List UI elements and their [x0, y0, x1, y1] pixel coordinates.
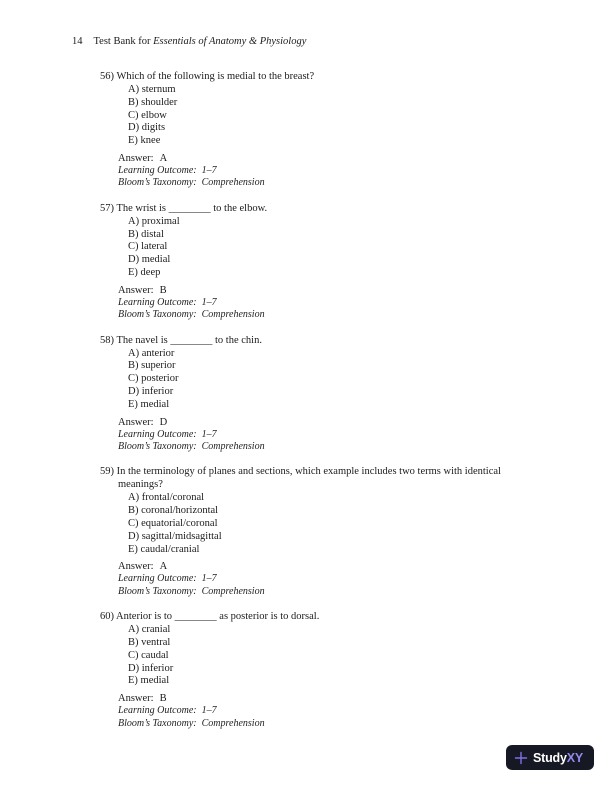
learning-outcome: Learning Outcome: 1–7 [118, 428, 217, 440]
option-item: A) sternum [128, 84, 176, 95]
option-item: A) proximal [128, 215, 180, 227]
option-item: D) inferior [128, 385, 174, 397]
option-item: E) deep [128, 266, 161, 278]
option-item: C) lateral [128, 241, 168, 253]
option-item: C) posterior [128, 373, 179, 385]
book-title-prefix: Test Bank for [93, 36, 151, 47]
page-number: 14 [72, 36, 83, 47]
brand-xy: XY [566, 750, 584, 765]
studyxy-badge[interactable] [506, 745, 594, 770]
answer-label: Answer: [118, 693, 154, 705]
answer-value: B [159, 693, 167, 705]
option-item: C) equatorial/coronal [128, 517, 218, 529]
option-item: A) anterior [128, 347, 175, 359]
question-block [100, 202, 532, 322]
questions-list [100, 70, 532, 742]
answer-label: Answer: [118, 561, 154, 573]
question-text: Which of the following is medial to the breast? [116, 71, 315, 82]
question-line [100, 610, 532, 623]
option-item: C) elbow [128, 109, 167, 121]
answer-line [118, 152, 532, 165]
learning-outcome: Learning Outcome: 1–7 [118, 705, 217, 717]
brand-wordmark [533, 751, 583, 765]
option-item: D) medial [128, 254, 171, 266]
option-item: E) medial [128, 675, 170, 687]
blooms-taxonomy: Bloom’s Taxonomy: Comprehension [118, 309, 265, 321]
option-item: E) medial [128, 398, 170, 410]
question-number: 58) [100, 334, 114, 346]
option-item: E) caudal/cranial [128, 543, 200, 555]
answer-label: Answer: [118, 284, 154, 296]
plus-icon [514, 751, 528, 765]
question-block [100, 70, 532, 190]
answer-line [118, 284, 532, 297]
answer-label: Answer: [118, 152, 154, 164]
option-item: A) frontal/coronal [128, 492, 205, 504]
page-header [72, 36, 306, 47]
answer-value: A [159, 152, 168, 164]
book-title: Essentials of Anatomy & Physiology [153, 36, 307, 47]
question-line [100, 70, 532, 83]
answer-value: A [159, 561, 168, 573]
question-line [100, 334, 532, 347]
option-item: D) digits [128, 122, 166, 134]
option-item: A) cranial [128, 624, 171, 636]
question-text: The navel is ________ to the chin. [116, 334, 262, 346]
blooms-taxonomy: Bloom’s Taxonomy: Comprehension [118, 585, 265, 597]
answer-value: D [159, 416, 168, 428]
answer-label: Answer: [118, 416, 154, 428]
question-text: Anterior is to ________ as posterior is to dorsal. [116, 611, 320, 623]
blooms-taxonomy: Bloom’s Taxonomy: Comprehension [118, 717, 265, 729]
question-block [100, 610, 532, 730]
question-number: 56) [100, 71, 114, 82]
answer-line [118, 416, 532, 429]
blooms-taxonomy: Bloom’s Taxonomy: Comprehension [118, 440, 265, 452]
question-number: 59) [100, 466, 114, 478]
option-item: B) ventral [128, 636, 171, 648]
option-item: B) distal [128, 228, 164, 240]
answer-line [118, 692, 532, 705]
learning-outcome: Learning Outcome: 1–7 [118, 573, 217, 585]
option-item: B) superior [128, 360, 176, 372]
question-number: 57) [100, 202, 114, 214]
option-item: D) sagittal/midsagittal [128, 530, 222, 542]
question-text: The wrist is ________ to the elbow. [116, 202, 268, 214]
option-item: B) coronal/horizontal [128, 505, 219, 517]
option-item: D) inferior [128, 662, 174, 674]
blooms-taxonomy: Bloom’s Taxonomy: Comprehension [118, 177, 265, 189]
option-item: B) shoulder [128, 96, 178, 108]
question-number: 60) [100, 611, 114, 623]
answer-value: B [159, 284, 167, 296]
brand-study: Study [533, 750, 567, 765]
answer-line [118, 560, 532, 573]
question-line [100, 465, 532, 491]
learning-outcome: Learning Outcome: 1–7 [118, 164, 217, 176]
option-item: C) caudal [128, 649, 169, 661]
learning-outcome: Learning Outcome: 1–7 [118, 296, 217, 308]
question-block [100, 465, 532, 598]
question-text: In the terminology of planes and sections, which example includes two terms with identical meanings? [116, 466, 501, 491]
question-block [100, 334, 532, 454]
option-item: E) knee [128, 135, 161, 147]
question-line [100, 202, 532, 215]
